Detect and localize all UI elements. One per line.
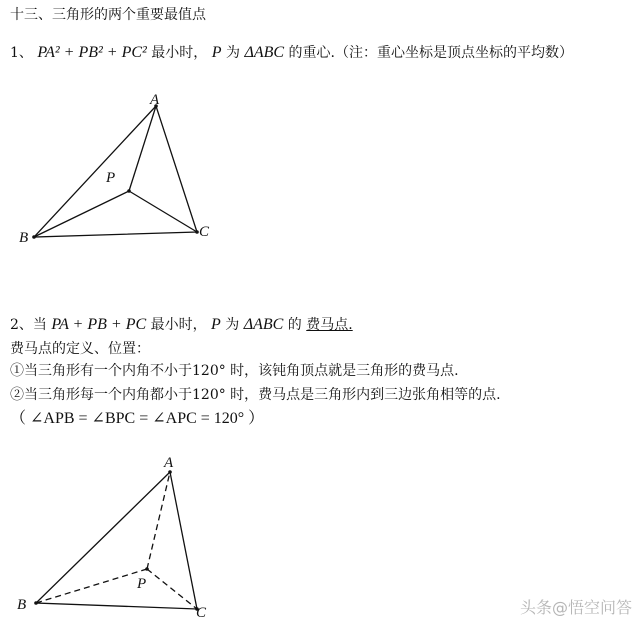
section-title: 十三、三角形的两个重要最值点 — [10, 7, 206, 23]
figure2-point-b — [34, 601, 38, 605]
figure2-label-c: C — [196, 605, 207, 621]
angle-equality: （ ∠APB = ∠BPC = ∠APC = 120° ） — [10, 410, 265, 427]
item1-prefix: 1、 — [10, 45, 33, 61]
item2-middle: 最小时， — [150, 317, 207, 333]
fermat-point-term: 费马点. — [306, 317, 353, 333]
item2-point: P — [211, 316, 221, 333]
figure2-label-p: P — [137, 576, 147, 592]
definition-heading: 费马点的定义、位置： — [10, 341, 150, 357]
item2-prefix: 2、当 — [10, 317, 52, 333]
figure2-label-b: B — [17, 597, 27, 613]
item1-point: P — [211, 44, 222, 61]
figure2-label-a: A — [164, 455, 174, 471]
item1-triangle: ΔABC — [244, 44, 285, 61]
rule-acute-angles: ②当三角形每一个内角都小于120° 时，费马点是三角形内到三边张角相等的点. — [10, 387, 501, 403]
item2-statement — [10, 316, 353, 334]
figure1-label-b: B — [19, 230, 29, 246]
watermark: 头条@悟空问答 — [519, 598, 632, 617]
figure1-label-p: P — [106, 170, 116, 186]
figure1-point-b — [32, 235, 36, 239]
rule-obtuse-angle: ①当三角形有一个内角不小于120° 时，该钝角顶点就是三角形的费马点. — [10, 363, 459, 379]
figure1-segment-pc — [129, 191, 197, 232]
item1-is-for: 为 — [225, 45, 245, 61]
figure1-label-c: C — [199, 224, 210, 240]
item2-is-for: 为 — [225, 317, 244, 333]
figure1-segment-pa — [129, 106, 156, 191]
item2-triangle: ΔABC — [243, 316, 284, 333]
item1-formula: PA² + PB² + PC² — [37, 44, 147, 61]
figure2-point-p — [145, 567, 149, 571]
figure1-segment-pb — [34, 191, 129, 237]
figure1-centroid-diagram — [19, 92, 210, 246]
figure2-segment-pa — [147, 472, 170, 569]
item1-middle: 最小时， — [151, 45, 208, 61]
item2-formula: PA + PB + PC — [51, 316, 147, 333]
figure2-triangle — [36, 472, 197, 609]
figure1-label-a: A — [150, 92, 160, 108]
figure2-fermat-diagram — [17, 455, 207, 621]
figure2-segment-pc — [147, 569, 197, 609]
figure1-point-p — [127, 189, 131, 193]
item1-suffix: 的重心.（注：重心坐标是顶点坐标的平均数） — [288, 45, 573, 61]
item2-de: 的 — [287, 317, 302, 333]
